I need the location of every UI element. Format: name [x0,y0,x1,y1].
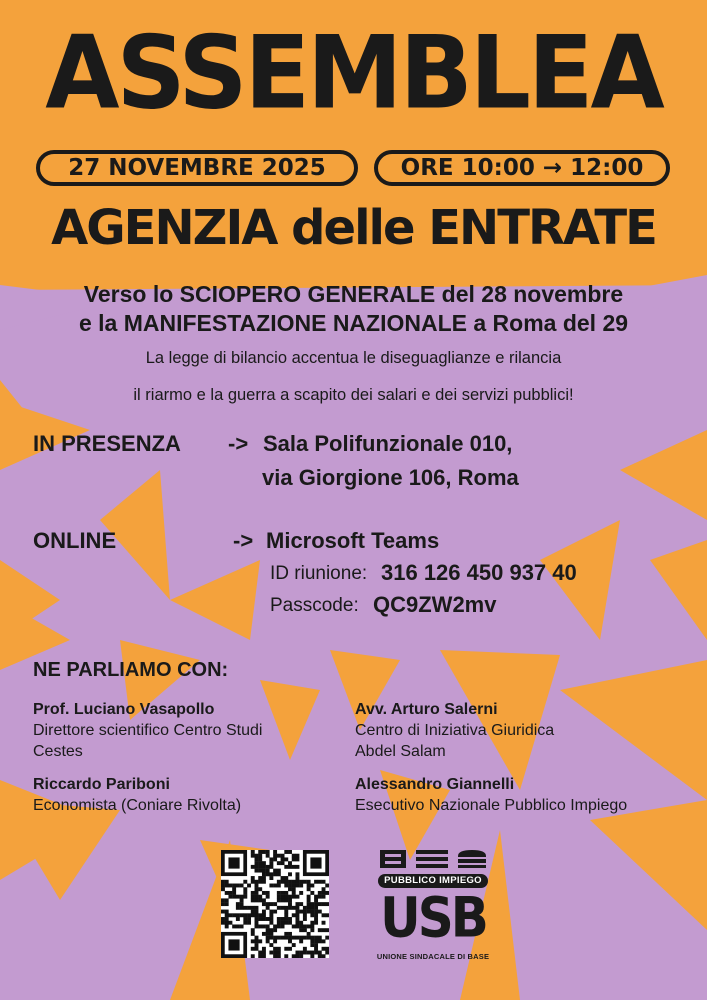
speaker-role: Esecutivo Nazionale Pubblico Impiego [355,797,628,814]
speaker-card [33,774,333,816]
speaker-role: Economista (Coniare Rivolta) [33,797,242,814]
logo-subtitle: UNIONE SINDACALE DI BASE [376,952,490,961]
time-pill: ORE 10:00 → 12:00 [374,150,670,186]
speaker-name: Avv. Arturo Salerni [355,701,498,718]
speaker-card [355,774,695,816]
speaker-role: Centro di Iniziativa Giuridica [355,722,555,739]
online-platform: Microsoft Teams [266,528,440,553]
passcode-label: Passcode: [270,595,359,616]
speaker-card [355,699,695,762]
usb-logo [372,848,494,966]
meeting-id-value: 316 126 450 937 40 [381,560,577,585]
venue-address: via Giorgione 106, Roma [262,465,519,490]
page-title: ASSEMBLEA [45,14,662,132]
strike-announcement [0,280,707,338]
in-presenza-label: IN PRESENZA [33,431,181,456]
in-presenza-arrow: -> [228,431,249,456]
online-arrow: -> [233,528,254,553]
qr-code-graphic [221,850,329,958]
meeting-id-label: ID riunione: [270,563,368,584]
speaker-name: Prof. Luciano Vasapollo [33,701,215,718]
description-line-1: La legge di bilancio accentua le diseguaglianze e rilancia [145,349,562,367]
speaker-name: Alessandro Giannelli [355,776,515,793]
online-label: ONLINE [33,528,117,553]
speaker-role: Direttore scientifico Centro Studi [33,722,263,739]
strike-line-2: e la MANIFESTAZIONE NAZIONALE a Roma del 29 [78,310,629,336]
description-line-2: il riarmo e la guerra a scapito dei salari e dei servizi pubblici! [133,386,574,404]
speakers-heading: NE PARLIAMO CON: [33,659,229,681]
speaker-name: Riccardo Pariboni [33,776,170,793]
strike-line-1: Verso lo SCIOPERO GENERALE del 28 novembre [83,281,624,307]
speaker-card [33,699,333,762]
date-pill: 27 NOVEMBRE 2025 [36,150,358,186]
logo-mark: USB [380,886,486,950]
passcode-value: QC9ZW2mv [373,592,497,617]
speaker-role: Abdel Salam [355,743,446,760]
logo-banner-text: PUBBLICO IMPIEGO [384,875,482,886]
qr-code-icon[interactable] [221,850,329,958]
venue-name: Sala Polifunzionale 010, [263,431,513,456]
agency-heading: AGENZIA delle ENTRATE [51,200,656,256]
speaker-role: Cestes [33,743,83,760]
